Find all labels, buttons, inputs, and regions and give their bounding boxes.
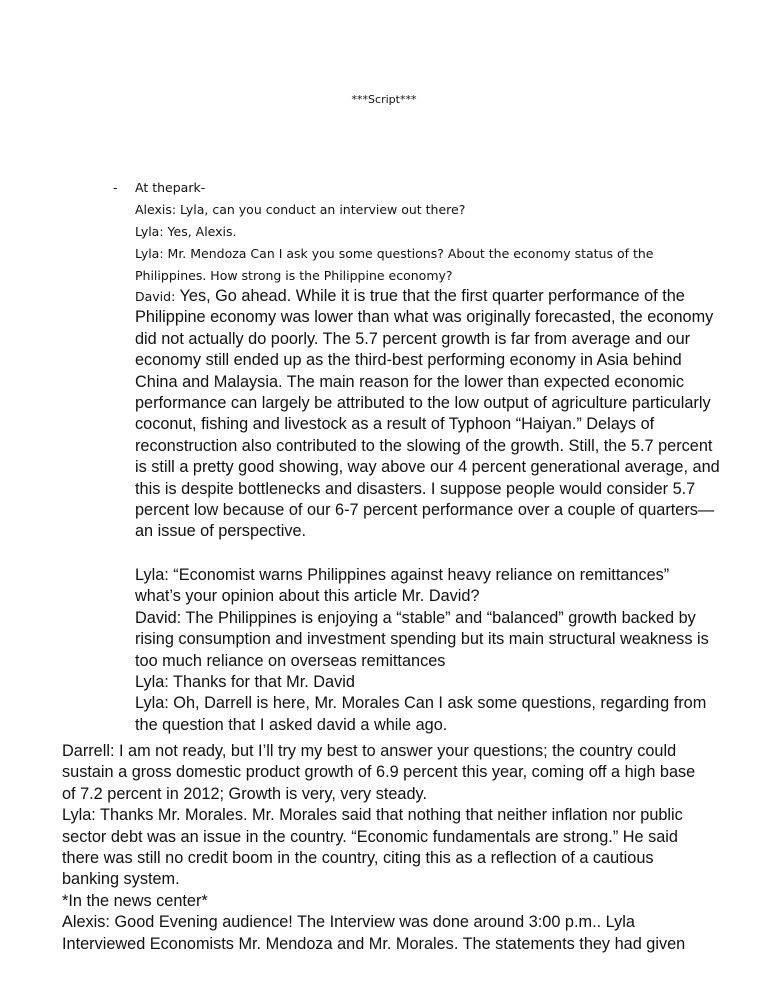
script-title: ***Script*** [351,93,417,106]
paragraph-line: sector debt was an issue in the country. “Economic fundamentals are strong.” He said [62,827,678,846]
paragraph-line: performance can largely be attributed to the low output of agriculture particularly [135,393,711,412]
paragraph-line: is still a pretty good showing, way above our 4 percent generational average, and [135,458,720,477]
paragraph-line: did not actually do poorly. The 5.7 percent growth is far from average and our [135,329,691,348]
paragraph-line: rising consumption and investment spending but its main structural weakness is [135,630,709,649]
paragraph-line: what’s your opinion about this article Mr. David? [135,587,480,606]
paragraph-line: Lyla: Thanks for that Mr. David [135,672,355,691]
paragraph-line: Interviewed Economists Mr. Mendoza and Mr. Morales. The statements they had given [62,934,686,953]
speaker-label: David: [135,289,176,304]
paragraph-line: the question that I asked david a while ago. [135,715,448,734]
paragraph-line: this is despite bottlenecks and disasters. I suppose people would consider 5.7 [135,479,696,498]
paragraph-line: coconut, fishing and livestock as a result of Typhoon “Haiyan.” Delays of [135,415,655,434]
paragraph-line: percent low because of our 6-7 percent performance over a couple of quarters— [135,500,715,519]
paragraph-line: Darrell: I am not ready, but I’ll try my best to answer your questions; the country could [62,742,677,760]
paragraph-line: China and Malaysia. The main reason for the lower than expected economic [135,372,685,391]
scene-line: At thepark- [135,180,206,195]
list-bullet: - [113,180,118,195]
paragraph-line: Philippine economy was lower than what was originally forecasted, the economy [135,308,714,327]
david-answer-block [135,286,720,543]
paragraph-line: economy still ended up as the third-best performing economy in Asia behind [135,351,682,370]
paragraph-line: Alexis: Good Evening audience! The Interview was done around 3:00 p.m.. Lyla [62,913,635,932]
closing-block [62,741,695,955]
paragraph-line: too much reliance on overseas remittances [135,651,446,670]
dialogue-line: Lyla: Mr. Mendoza Can I ask you some questions? About the economy status of the [135,246,654,261]
paragraph-line: David: The Philippines is enjoying a “stable” and “balanced” growth backed by [135,608,696,627]
dialogue-text: Yes, Go ahead. While it is true that the first quarter performance of the [175,287,685,305]
dialogue-line: Lyla: Yes, Alexis. [135,224,237,239]
paragraph-line: Lyla: Oh, Darrell is here, Mr. Morales Can I ask some questions, regarding from [135,694,707,713]
scene-line: *In the news center* [62,891,208,910]
dialogue-line [135,286,720,307]
dialogue-line: Philippines. How strong is the Philippine economy? [135,268,453,283]
paragraph-line: reconstruction also contributed to the slowing of the growth. Still, the 5.7 percent [135,436,713,455]
paragraph-line: banking system. [62,870,180,889]
paragraph-line: of 7.2 percent in 2012; Growth is very, very steady. [62,784,427,803]
dialogue-block [135,565,709,736]
paragraph-line: Lyla: “Economist warns Philippines against heavy reliance on remittances” [135,566,670,584]
intro-block [135,177,654,287]
paragraph-line: Lyla: Thanks Mr. Morales. Mr. Morales said that nothing that neither inflation nor public [62,806,683,825]
paragraph-line: an issue of perspective. [135,522,307,541]
dialogue-line: Alexis: Lyla, can you conduct an interview out there? [135,202,466,217]
paragraph-line: sustain a gross domestic product growth of 6.9 percent this year, coming off a high base [62,763,696,782]
paragraph-line: there was still no credit boom in the country, citing this as a reflection of a cautious [62,848,654,867]
